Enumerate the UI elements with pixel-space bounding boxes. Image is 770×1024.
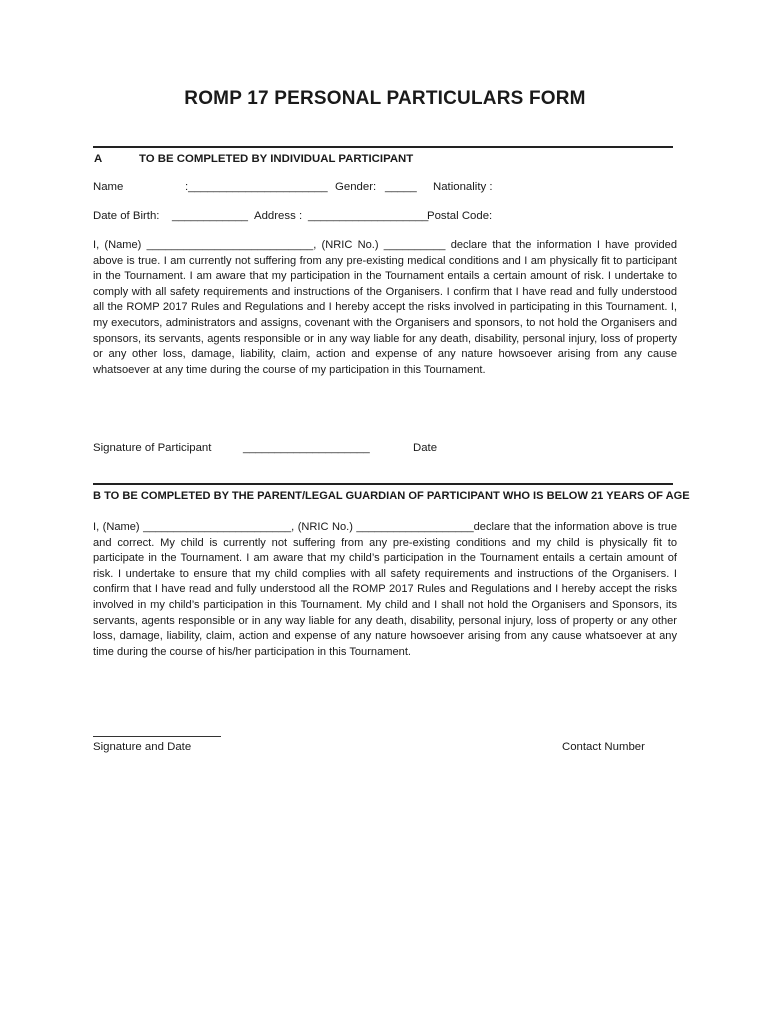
address-field[interactable]: ___________________ <box>308 210 429 222</box>
form-title: ROMP 17 PERSONAL PARTICULARS FORM <box>184 88 586 109</box>
section-a-letter: A <box>94 153 103 165</box>
participant-date-label: Date <box>413 442 438 454</box>
gender-label: Gender: <box>335 181 377 193</box>
dob-label: Date of Birth: <box>93 210 160 222</box>
participant-declaration: I, (Name) ___________________________, (NRIC No.) __________ declare that the information I have provided above is true. I am currently not suffering from any pre-existing medical conditions and I am physically fit to participant in the Tournament. I am aware that my participation in the Tournament entails a certain amount of risk. I undertake to comply with all safety requirements and instructions of the Organisers. I confirm that I have read and fully understood all the ROMP 2017 Rules and Regulations and I hereby accept the risks involved in participating in this Tournament. I, my executors, administrators and assigns, covenant with the Organisers and sponsors, to not hold the Organisers and sponsors, its servants, agents responsible or in any way liable for any death, disability, personal injury, loss of property or any other loss, damage, liability, claim, action and expense of any nature howsoever arising from any cause whatsoever at any time during the course of my participation in this Tournament. <box>93 239 677 376</box>
section-b-top-rule <box>93 483 673 485</box>
section-b-heading: B TO BE COMPLETED BY THE PARENT/LEGAL GUARDIAN OF PARTICIPANT WHO IS BELOW 21 YEARS OF AGE <box>93 490 690 502</box>
section-a-heading: TO BE COMPLETED BY INDIVIDUAL PARTICIPANT <box>139 153 414 165</box>
dob-field[interactable]: ____________ <box>172 210 249 222</box>
guardian-signature-label: Signature and Date <box>93 741 192 753</box>
gender-field[interactable]: _____ <box>385 181 417 193</box>
contact-number-label: Contact Number <box>562 741 645 753</box>
section-a-top-rule <box>93 146 673 148</box>
participant-signature-field[interactable]: ____________________ <box>243 442 370 454</box>
name-label: Name <box>93 181 124 193</box>
postal-code-label: Postal Code: <box>427 210 493 222</box>
participant-signature-label: Signature of Participant <box>93 442 212 454</box>
address-label: Address : <box>254 210 303 222</box>
guardian-declaration: I, (Name) ________________________, (NRIC No.) ___________________declare that the information above is true and correct. My child is currently not suffering from any pre-existing conditions and my child is physically fit to participate in the Tournament. I am aware that my child’s participation in the Tournament entails a certain amount of risk. I undertake to ensure that my child complies with all safety requirements and instructions of the Organisers. I confirm that I have read and fully understood all the ROMP 2017 Rules and Regulations and I hereby accept the risks involved in my child’s participation in this Tournament. My child and I shall not hold the Organisers and Sponsors, its servants, agents responsible or in any way liable for any death, disability, personal injury, loss of property or any other loss, damage, liability, claim, action and expense of any nature howsoever arising from any cause whatsoever at any time during the course of his/her participation in this Tournament. <box>93 521 677 658</box>
nationality-label: Nationality : <box>433 181 493 193</box>
name-field[interactable]: :______________________ <box>185 181 328 193</box>
guardian-signature-line[interactable] <box>93 736 221 737</box>
